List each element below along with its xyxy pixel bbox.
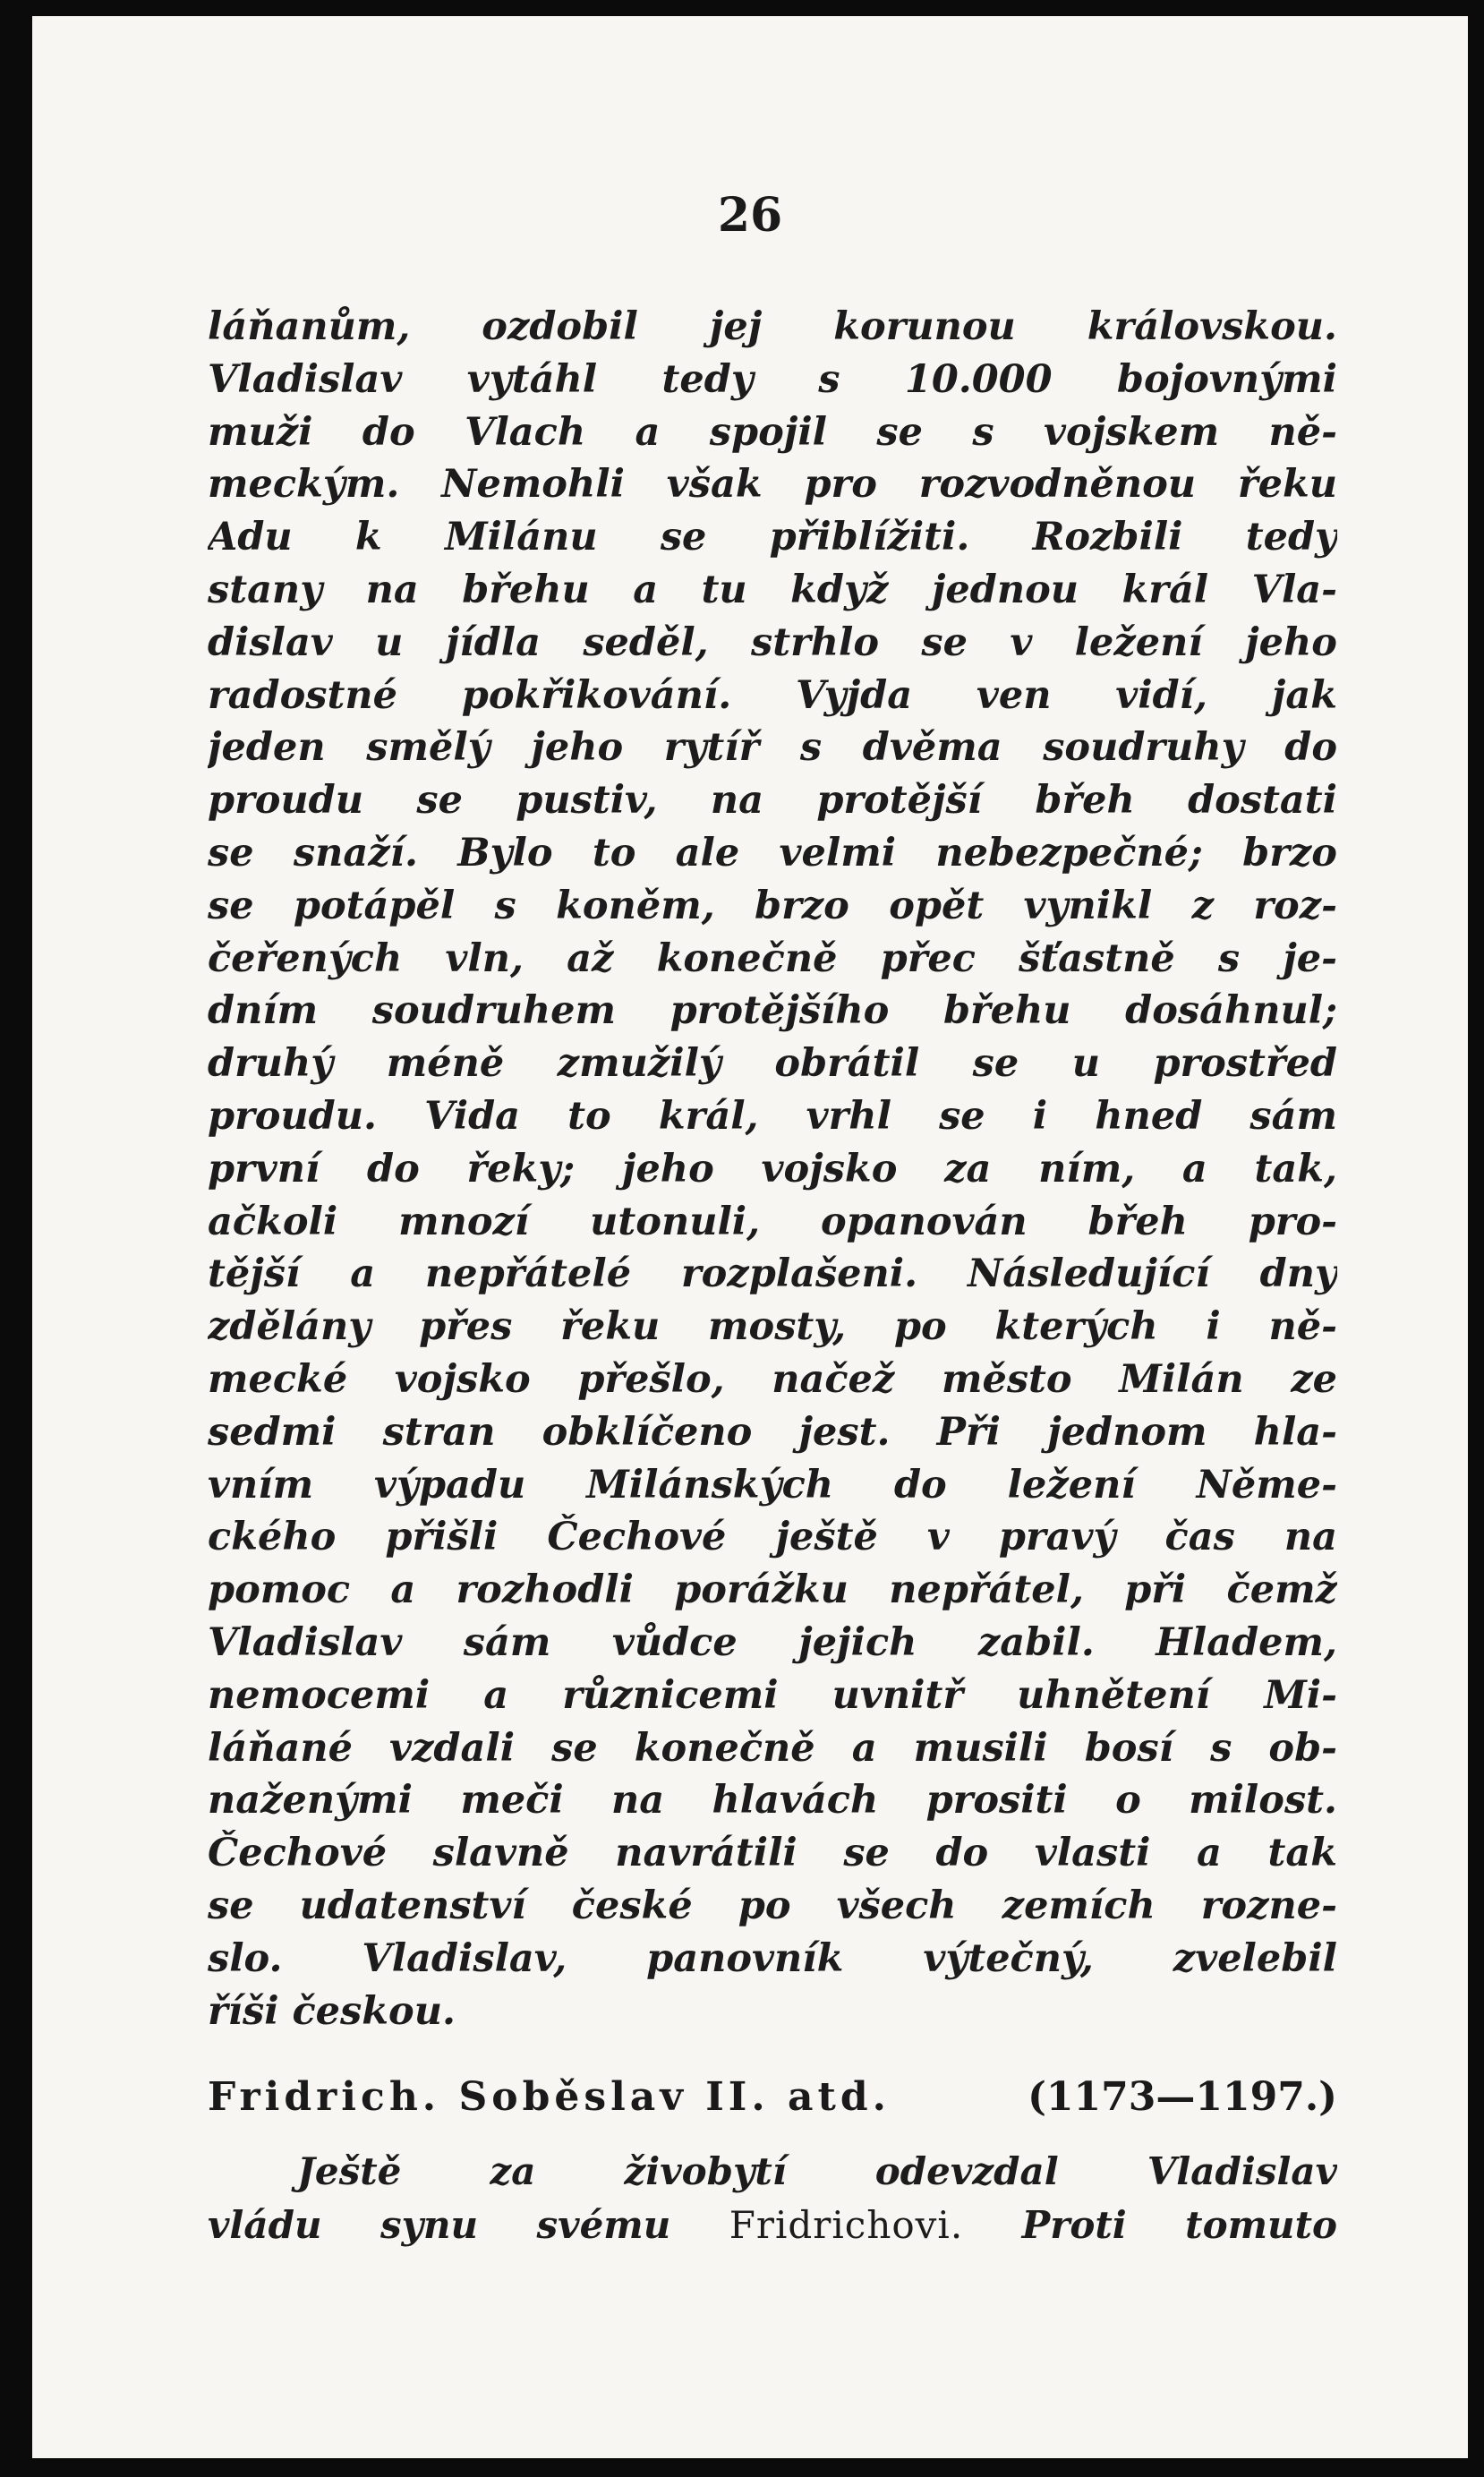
text-line: láňané vzdali se konečně a musili bosí s ob-: [208, 1725, 1337, 1771]
text-line: se udatenství české po všech zemích rozne-: [208, 1883, 1337, 1928]
text-line: láňanům, ozdobil jej korunou královskou.: [208, 304, 1337, 349]
section-heading: [208, 2071, 1337, 2124]
text-line: meckým. Nemohli však pro rozvodněnou řeku: [208, 462, 1337, 508]
text-line: říši českou.: [208, 1988, 456, 2034]
text-line: zdělány přes řeku mosty, po kterých i ně-: [208, 1304, 1337, 1350]
text-line: sedmi stran obklíčeno jest. Při jednom hla-: [208, 1409, 1337, 1455]
text-line: proudu. Vida to král, vrhl se i hned sám: [208, 1093, 1337, 1139]
text-line: mecké vojsko přešlo, načež město Milán ze: [208, 1356, 1337, 1402]
page-number: 26: [717, 188, 783, 243]
section-heading-title: Fridrich. Soběslav II. atd.: [208, 2074, 891, 2120]
text-line: nemocemi a různicemi uvnitř uhnětení Mi-: [208, 1672, 1337, 1718]
text-line: [208, 2199, 1337, 2252]
text-line: druhý méně zmužilý obrátil se u prostřed: [208, 1041, 1337, 1087]
text-line: vním výpadu Milánských do ležení Něme-: [208, 1462, 1337, 1508]
text-line: naženými meči na hlavách prositi o milost.: [208, 1778, 1337, 1824]
text-line: tější a nepřátelé rozplašeni. Následující dny: [208, 1251, 1337, 1297]
text-line: Vladislav sám vůdce jejich zabil. Hladem,: [208, 1619, 1337, 1665]
book-page: [32, 16, 1468, 2458]
text-line: stany na břehu a tu když jednou král Vla-: [208, 567, 1337, 612]
text-line: se snaží. Bylo to ale velmi nebezpečné; brzo: [208, 830, 1337, 875]
text-span: vládu synu svému: [208, 2203, 729, 2247]
text-line: proudu se pustiv, na protější břeh dostati: [208, 778, 1337, 824]
body-paragraph: [208, 301, 1337, 2037]
section-heading-years: (1173—1197.): [1028, 2074, 1337, 2120]
text-line: dislav u jídla seděl, strhlo se v ležení jeho: [208, 619, 1337, 665]
text-line: dním soudruhem protějšího břehu dosáhnul;: [208, 988, 1337, 1034]
text-line: radostné pokřikování. Vyjda ven vidí, jak: [208, 672, 1337, 718]
text-line: Vladislav vytáhl tedy s 10.000 bojovnými: [208, 356, 1337, 402]
text-line: jeden smělý jeho rytíř s dvěma soudruhy do: [208, 725, 1337, 771]
text-line: pomoc a rozhodli porážku nepřátel, při čemž: [208, 1567, 1337, 1613]
text-line: Adu k Milánu se přiblížiti. Rozbili tedy: [208, 515, 1337, 560]
text-line: muži do Vlach a spojil se s vojskem ně-: [208, 409, 1337, 455]
text-line: Ještě za živobytí odevzdal Vladislav: [297, 2149, 1337, 2193]
text-line: se potápěl s koněm, brzo opět vynikl z roz-: [208, 883, 1337, 928]
text-line: ckého přišli Čechové ještě v pravý čas na: [208, 1515, 1337, 1560]
text-line: první do řeky; jeho vojsko za ním, a tak,: [208, 1146, 1337, 1192]
next-paragraph: [208, 2145, 1337, 2252]
text-line: čeřených vln, až konečně přec šťastně s je-: [208, 935, 1337, 981]
text-span: Proti tomuto: [963, 2203, 1337, 2247]
text-line: slo. Vladislav, panovník výtečný, zvelebil: [208, 1935, 1337, 1981]
text-line: ačkoli mnozí utonuli, opanován břeh pro-: [208, 1199, 1337, 1244]
text-line: Čechové slavně navrátili se do vlasti a tak: [208, 1831, 1337, 1876]
name-span: Fridrichovi.: [729, 2203, 964, 2247]
